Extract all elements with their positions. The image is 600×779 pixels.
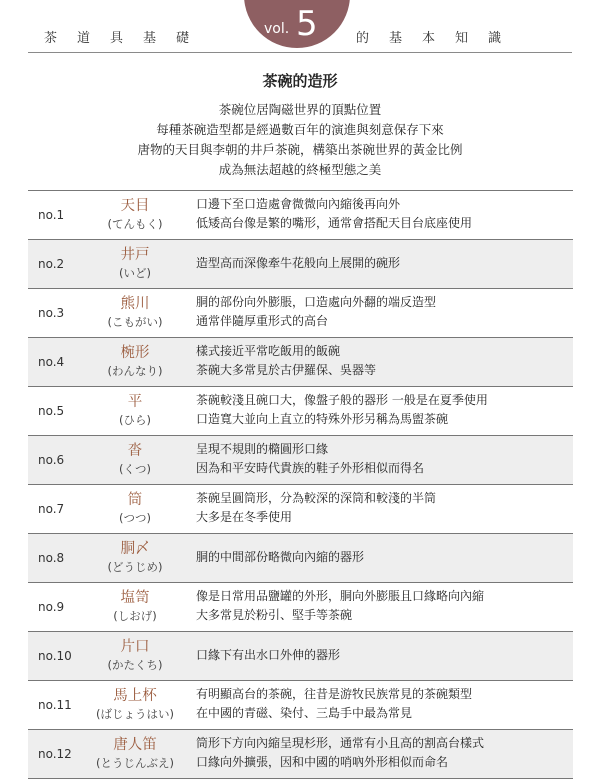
row-number: no.10: [38, 649, 72, 663]
table-row: [28, 386, 573, 435]
shape-name-reading: (わんなり): [107, 364, 163, 378]
shape-description: [196, 489, 436, 527]
description-line: 筒形下方向內縮呈現杉形，通常有小且高的割高台樣式: [196, 736, 485, 750]
page-header: [0, 0, 600, 62]
shape-name-reading: (どうじめ): [107, 560, 163, 574]
description-line: 在中國的青磁、染付、三島手中最為常見: [196, 706, 413, 720]
description-line: 胴的部份向外膨脹，口造處向外翻的端反造型: [196, 295, 437, 309]
row-number: no.4: [38, 355, 65, 369]
shape-name-reading: (ひら): [119, 413, 151, 427]
shape-name-reading: (いど): [119, 266, 151, 280]
shape-name-kanji: 沓: [127, 443, 143, 459]
shape-name-reading: (ばじょうはい): [96, 707, 174, 721]
table-row: [28, 190, 573, 239]
description-line: 通常伴隨厚重形式的高台: [196, 314, 329, 328]
description-line: 茶碗較淺且碗口大，像盤子般的器形 一般是在夏季使用: [196, 393, 488, 407]
description-line: 口緣向外擴張，因和中國的哨吶外形相似而命名: [196, 755, 449, 769]
shape-name: [90, 539, 180, 575]
shape-name: [90, 490, 180, 526]
table-row: [28, 631, 573, 680]
volume-number: 5: [296, 4, 318, 44]
shape-name: [90, 588, 180, 624]
shape-name-kanji: 井戸: [120, 247, 150, 263]
shape-name: [90, 441, 180, 477]
row-number: no.12: [38, 747, 72, 761]
description-line: 呈現不規則的橢圓形口緣: [196, 442, 329, 456]
description-line: 像是日常用品鹽罐的外形，胴向外膨脹且口緣略向內縮: [196, 589, 485, 603]
header-rule: [28, 52, 572, 53]
shape-name-kanji: 天目: [120, 198, 150, 214]
shape-description: [196, 195, 472, 233]
shape-description: [196, 548, 364, 567]
description-line: 大多常見於粉引、堅手等茶碗: [196, 608, 353, 622]
intro-line: 成為無法超越的終極型態之美: [218, 162, 382, 177]
description-line: 胴的中間部份略微向內縮的器形: [196, 550, 365, 564]
shape-name-reading: (てんもく): [107, 217, 163, 231]
description-line: 有明顯高台的茶碗，往昔是游牧民族常見的茶碗類型: [196, 687, 473, 701]
series-title-right: 的基本知識: [356, 31, 522, 46]
table-row: [28, 337, 573, 386]
table-row: [28, 582, 573, 631]
shape-name: [90, 686, 180, 722]
description-line: 口緣下有出水口外伸的器形: [196, 648, 341, 662]
table-row: [28, 435, 573, 484]
shape-description: [196, 254, 400, 273]
intro-line: 每種茶碗造型都是經過數百年的演進與刻意保存下來: [156, 122, 444, 137]
shape-name-reading: (くつ): [119, 462, 151, 476]
series-title-left: 茶道具基礎: [44, 31, 210, 46]
description-line: 造型高而深像牽牛花般向上展開的碗形: [196, 256, 401, 270]
shape-name-kanji: 唐人笛: [113, 737, 157, 753]
shape-table: [28, 190, 573, 779]
shape-description: [196, 587, 484, 625]
shape-name: [90, 245, 180, 281]
description-line: 低矮高台像是繁的嘴形，通常會搭配天目台底座使用: [196, 216, 473, 230]
row-number: no.1: [38, 208, 65, 222]
row-number: no.11: [38, 698, 72, 712]
shape-name: [90, 735, 180, 771]
shape-name-kanji: 胴〆: [120, 541, 150, 557]
volume-label: vol.: [264, 21, 290, 37]
intro-line: 唐物的天目與李朝的井戶茶碗，構築出茶碗世界的黃金比例: [137, 142, 463, 157]
shape-description: [196, 342, 376, 380]
description-line: 樣式接近平常吃飯用的飯碗: [196, 344, 341, 358]
shape-name-kanji: 椀形: [120, 345, 150, 361]
row-number: no.3: [38, 306, 65, 320]
table-row: [28, 288, 573, 337]
row-number: no.7: [38, 502, 65, 516]
shape-description: [196, 734, 484, 772]
row-number: no.6: [38, 453, 65, 467]
shape-name-kanji: 塩笥: [120, 590, 150, 606]
shape-name-reading: (こもがい): [107, 315, 163, 329]
shape-name-reading: (とうじんぶえ): [96, 756, 174, 770]
shape-name: [90, 637, 180, 673]
shape-name-kanji: 片口: [120, 639, 150, 655]
shape-name: [90, 196, 180, 232]
shape-name-kanji: 平: [127, 394, 143, 410]
shape-name: [90, 294, 180, 330]
shape-description: [196, 646, 340, 665]
description-line: 大多是在冬季使用: [196, 510, 293, 524]
shape-description: [196, 293, 436, 331]
page-title: 茶碗的造形: [262, 72, 338, 90]
shape-name-kanji: 馬上杯: [113, 688, 157, 704]
table-row: [28, 729, 573, 779]
shape-name-reading: (しおげ): [113, 609, 157, 623]
row-number: no.5: [38, 404, 65, 418]
row-number: no.8: [38, 551, 65, 565]
table-row: [28, 533, 573, 582]
shape-name-kanji: 筒: [127, 492, 143, 508]
volume-badge: [244, 0, 350, 48]
shape-name-reading: (つつ): [119, 511, 151, 525]
description-line: 因為和平安時代貴族的鞋子外形相似而得名: [196, 461, 425, 475]
table-row: [28, 484, 573, 533]
shape-name-reading: (かたくち): [107, 658, 163, 672]
description-line: 口邊下至口造處會微微向內縮後再向外: [196, 197, 401, 211]
shape-description: [196, 685, 472, 723]
table-row: [28, 680, 573, 729]
shape-description: [196, 391, 488, 429]
description-line: 茶碗呈圓筒形，分為較深的深筒和較淺的半筒: [196, 491, 437, 505]
table-row: [28, 239, 573, 288]
shape-name-kanji: 熊川: [120, 296, 150, 312]
shape-name: [90, 343, 180, 379]
description-line: 茶碗大多常見於古伊羅保、吳器等: [196, 363, 377, 377]
description-line: 口造寬大並向上直立的特殊外形另稱為馬盥茶碗: [196, 412, 449, 426]
intro-paragraph: [0, 100, 600, 180]
shape-description: [196, 440, 424, 478]
row-number: no.2: [38, 257, 65, 271]
shape-name: [90, 392, 180, 428]
row-number: no.9: [38, 600, 65, 614]
intro-line: 茶碗位居陶磁世界的頂點位置: [218, 102, 382, 117]
